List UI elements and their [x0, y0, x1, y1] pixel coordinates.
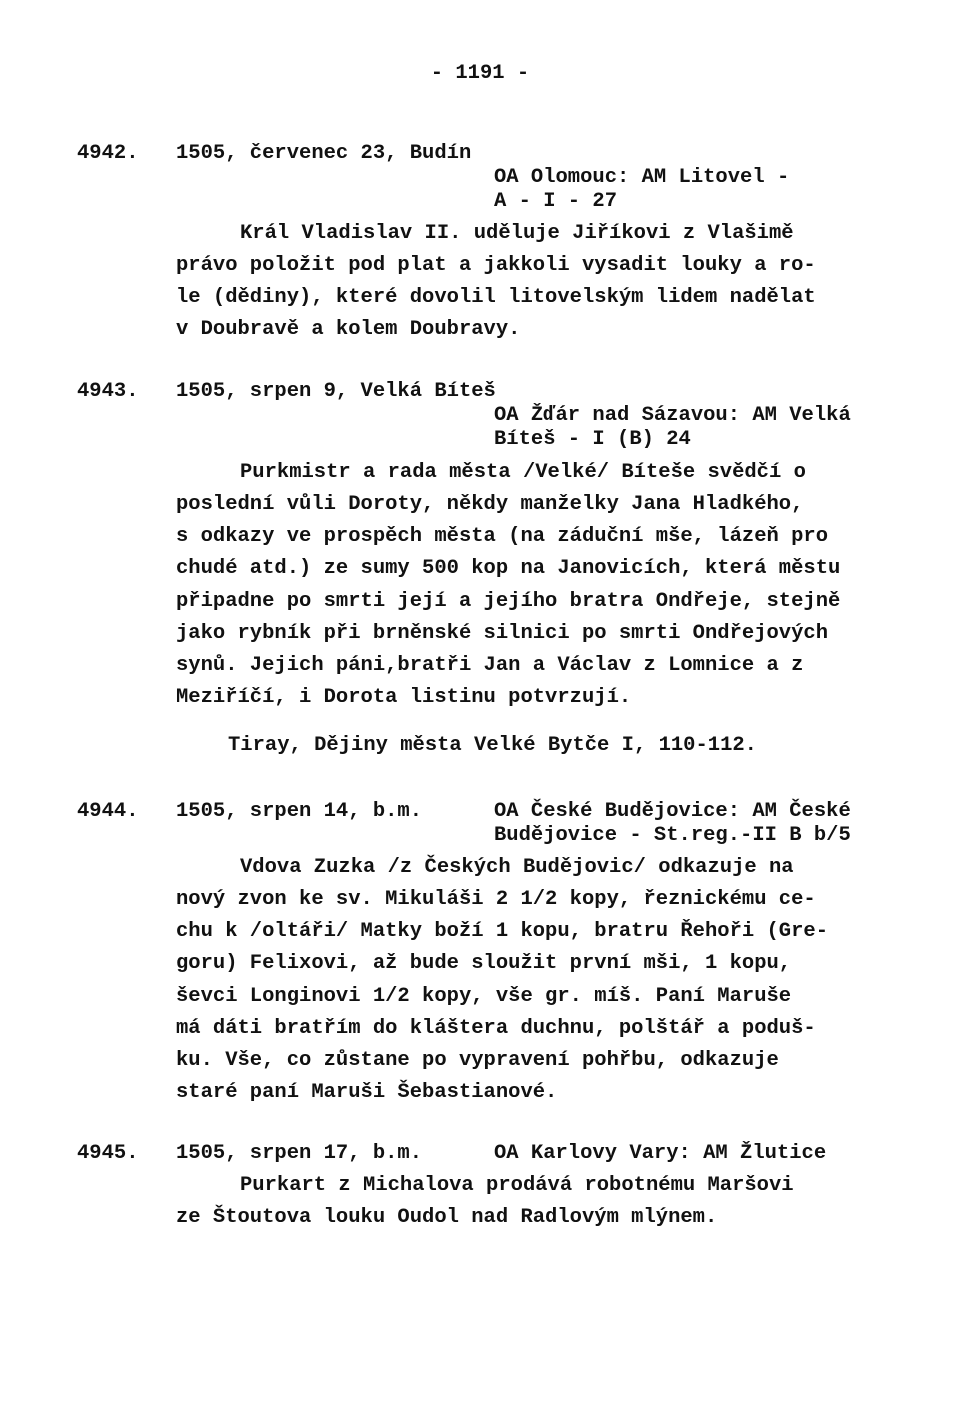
entry-text-line: staré paní Maruši Šebastianové. — [176, 1081, 558, 1104]
entry-text-line: v Doubravě a kolem Doubravy. — [176, 318, 521, 341]
entry-text-line: připadne po smrti její a jejího bratra Ondřeje, stejně — [176, 590, 841, 613]
entry-text-line: právo položit pod plat a jakkoli vysadit louky a ro- — [176, 254, 816, 277]
entry-archive-line: A - I - 27 — [494, 190, 618, 213]
entry-text-line: Purkmistr a rada města /Velké/ Bíteše svědčí o — [240, 461, 806, 484]
entry-text-line: s odkazy ve prospěch města (na záduční mše, lázeň pro — [176, 525, 829, 548]
entry-citation: Tiray, Dějiny města Velké Bytče I, 110-112. — [228, 734, 757, 757]
entry-text-line: le (dědiny), které dovolil litovelským lidem nadělat — [176, 286, 816, 309]
entry-archive-line: OA České Budějovice: AM České — [494, 800, 851, 823]
entry-date-place: 1505, srpen 17, b.m. — [176, 1142, 423, 1165]
entry-text-line: má dáti bratřím do kláštera duchnu, polštář a poduš- — [176, 1017, 816, 1040]
entry-archive-line: OA Karlovy Vary: AM Žlutice — [494, 1142, 827, 1165]
entry-text-line: Purkart z Michalova prodává robotnému Maršovi — [240, 1174, 794, 1197]
entry-text-line: Vdova Zuzka /z Českých Budějovic/ odkazuje na — [240, 856, 794, 879]
entry-text-line: goru) Felixovi, až bude sloužit první mši, 1 kopu, — [176, 952, 792, 975]
entry-text-line: ku. Vše, co zůstane po vypravení pohřbu, odkazuje — [176, 1049, 779, 1072]
entry-text-line: Meziříčí, i Dorota listinu potvrzují. — [176, 686, 632, 709]
entry-number: 4944. — [77, 800, 139, 823]
entry-archive-line: OA Olomouc: AM Litovel - — [494, 166, 790, 189]
entry-number: 4945. — [77, 1142, 139, 1165]
entry-text-line: jako rybník při brněnské silnici po smrti Ondřejových — [176, 622, 829, 645]
entry-text-line: synů. Jejich páni,bratři Jan a Václav z Lomnice a z — [176, 654, 804, 677]
entry-archive-line: Bíteš - I (B) 24 — [494, 428, 691, 451]
entry-number: 4942. — [77, 142, 139, 165]
entry-text-line: ze Štoutova louku Oudol nad Radlovým mlýnem. — [176, 1206, 718, 1229]
entry-text-line: poslední vůli Doroty, někdy manželky Jana Hladkého, — [176, 493, 804, 516]
entry-archive-line: Budějovice - St.reg.-II B b/5 — [494, 824, 851, 847]
entry-text-line: nový zvon ke sv. Mikuláši 2 1/2 kopy, řeznickému ce- — [176, 888, 816, 911]
entry-text-line: ševci Longinovi 1/2 kopy, vše gr. míš. Paní Maruše — [176, 985, 792, 1008]
entry-text-line: chu k /oltáři/ Matky boží 1 kopu, bratru Řehoři (Gre- — [176, 920, 829, 943]
entry-archive-line: OA Žďár nad Sázavou: AM Velká — [494, 404, 851, 427]
entry-text-line: chudé atd.) ze sumy 500 kop na Janovicích, která městu — [176, 557, 841, 580]
entry-date-place: 1505, srpen 14, b.m. — [176, 800, 423, 823]
page-number: - 1191 - — [430, 62, 530, 85]
entry-date-place: 1505, srpen 9, Velká Bíteš — [176, 380, 496, 403]
entry-text-line: Král Vladislav II. uděluje Jiříkovi z Vlašimě — [240, 222, 794, 245]
entry-date-place: 1505, červenec 23, Budín — [176, 142, 472, 165]
entry-number: 4943. — [77, 380, 139, 403]
